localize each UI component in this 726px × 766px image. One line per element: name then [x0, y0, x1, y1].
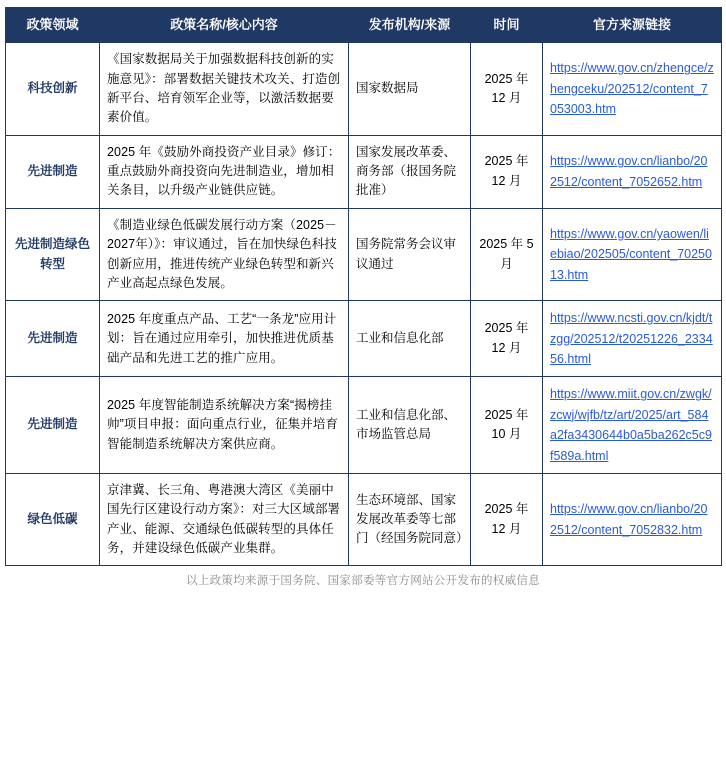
cell-agency: 生态环境部、国家发展改革委等七部门（经国务院同意）: [349, 473, 471, 566]
table-row: [6, 377, 722, 474]
cell-content: 2025 年度智能制造系统解决方案“揭榜挂帅”项目申报：面向重点行业，征集并培育智能制造系统解决方案供应商。: [100, 377, 349, 474]
source-link[interactable]: https://www.gov.cn/yaowen/liebiao/202505/content_7025013.htm: [550, 226, 712, 282]
cell-time: 2025 年 10 月: [471, 377, 543, 474]
table-row: [6, 43, 722, 136]
cell-agency: 工业和信息化部、市场监管总局: [349, 377, 471, 474]
cell-content: 《国家数据局关于加强数据科技创新的实施意见》：部署数据关键技术攻关、打造创新平台、培育领军企业等，以激活数据要素价值。: [100, 43, 349, 136]
cell-content: 京津冀、长三角、粤港澳大湾区《美丽中国先行区建设行动方案》：对三大区域部署产业、能源、交通绿色低碳转型的具体任务，并建设绿色低碳产业集群。: [100, 473, 349, 566]
table-row: [6, 208, 722, 301]
column-header-time: 时间: [471, 8, 543, 43]
column-header-link: 官方来源链接: [543, 8, 722, 43]
cell-domain: 绿色低碳: [6, 473, 100, 566]
table-row: [6, 135, 722, 208]
cell-agency: 国家发展改革委、商务部（报国务院批准）: [349, 135, 471, 208]
cell-link: [543, 301, 722, 377]
cell-domain: 先进制造: [6, 301, 100, 377]
cell-agency: 国务院常务会议审议通过: [349, 208, 471, 301]
table-row: [6, 301, 722, 377]
column-header-domain: 政策领域: [6, 8, 100, 43]
cell-content: 2025 年度重点产品、工艺“一条龙”应用计划：旨在通过应用牵引，加快推进优质基础产品和先进工艺的推广应用。: [100, 301, 349, 377]
source-link[interactable]: https://www.miit.gov.cn/zwgk/zcwj/wjfb/tz/art/2025/art_584a2fa3430644b0a5ba262c5c9f589a.html: [550, 387, 712, 463]
cell-link: [543, 208, 722, 301]
source-link[interactable]: https://www.ncsti.gov.cn/kjdt/tzgg/202512/t20251226_233456.html: [550, 311, 713, 367]
cell-content: 2025 年《鼓励外商投资产业目录》修订：重点鼓励外商投资向先进制造业，增加相关条目，以升级产业链供应链。: [100, 135, 349, 208]
table-header-row: [6, 8, 722, 43]
cell-link: [543, 377, 722, 474]
source-link[interactable]: https://www.gov.cn/lianbo/202512/content_7052832.htm: [550, 502, 708, 537]
table-header: [6, 8, 722, 43]
cell-time: 2025 年 5 月: [471, 208, 543, 301]
cell-time: 2025 年 12 月: [471, 43, 543, 136]
cell-time: 2025 年 12 月: [471, 301, 543, 377]
cell-agency: 工业和信息化部: [349, 301, 471, 377]
cell-domain: 先进制造: [6, 377, 100, 474]
cell-time: 2025 年 12 月: [471, 473, 543, 566]
cell-link: [543, 135, 722, 208]
cell-domain: 先进制造: [6, 135, 100, 208]
column-header-content: 政策名称/核心内容: [100, 8, 349, 43]
cell-agency: 国家数据局: [349, 43, 471, 136]
cell-time: 2025 年 12 月: [471, 135, 543, 208]
cell-link: [543, 43, 722, 136]
table-row: [6, 473, 722, 566]
policy-table: [5, 7, 722, 566]
column-header-agency: 发布机构/来源: [349, 8, 471, 43]
cell-link: [543, 473, 722, 566]
table-body: [6, 43, 722, 566]
cell-domain: 先进制造绿色转型: [6, 208, 100, 301]
source-link[interactable]: https://www.gov.cn/zhengce/zhengceku/202512/content_7053003.htm: [550, 61, 714, 117]
source-link[interactable]: https://www.gov.cn/lianbo/202512/content_7052652.htm: [550, 154, 708, 189]
cell-content: 《制造业绿色低碳发展行动方案（2025－2027年）》：审议通过，旨在加快绿色科技创新应用，推进传统产业绿色转型和新兴产业高起点绿色发展。: [100, 208, 349, 301]
footer-note: 以上政策均来源于国务院、国家部委等官方网站公开发布的权威信息: [186, 575, 540, 588]
cell-domain: 科技创新: [6, 43, 100, 136]
